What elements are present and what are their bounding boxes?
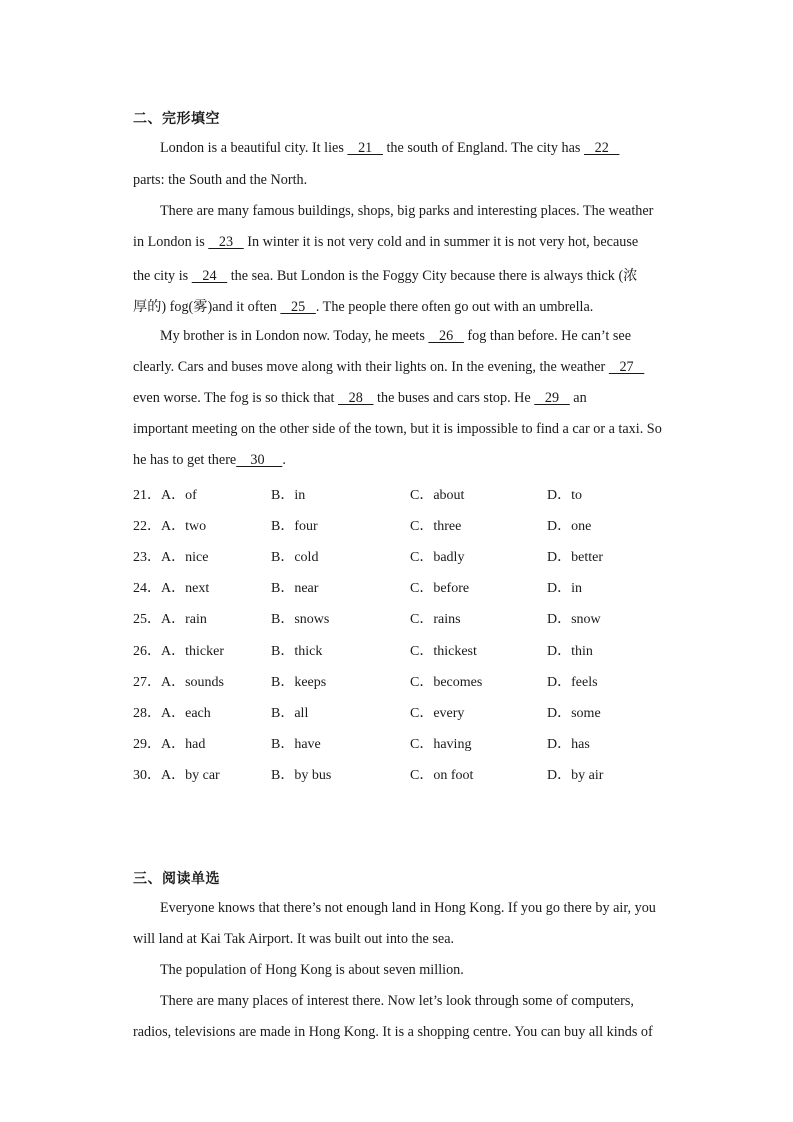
passage-line: will land at Kai Tak Airport. It was built out into the sea.	[133, 931, 455, 947]
option-a: A．rain	[161, 612, 207, 627]
blank-22: 22	[583, 140, 620, 156]
text: he has to get there	[133, 452, 237, 468]
passage-line: The population of Hong Kong is about seven million.	[160, 962, 464, 978]
question-number: 27．	[133, 675, 161, 690]
text: London is a beautiful city. It lies	[160, 140, 348, 156]
text: the buses and cars stop. He	[373, 390, 535, 406]
blank-23: 23	[208, 234, 244, 250]
option-b: B．four	[271, 519, 318, 534]
passage-line	[133, 390, 661, 407]
passage-line	[160, 203, 660, 220]
option-b: B．keeps	[271, 675, 327, 690]
question-number: 22．	[133, 519, 161, 534]
text: . The people there often go out with an umbrella.	[315, 299, 594, 315]
option-a: A．of	[161, 488, 197, 503]
option-c: C．before	[410, 581, 470, 596]
option-a: A．nice	[161, 550, 209, 565]
option-a: A．thicker	[161, 644, 224, 659]
option-d: D．to	[547, 488, 582, 503]
text: In winter it is not very cold and in summer it is not very hot, because	[243, 234, 639, 250]
question-row	[133, 484, 673, 504]
question-row	[133, 764, 673, 784]
option-c: C．three	[410, 519, 462, 534]
question-row	[133, 702, 673, 722]
question-row	[133, 608, 673, 628]
blank-24: 24	[191, 268, 228, 284]
text: the city is	[133, 268, 192, 284]
option-c: C．having	[410, 737, 472, 752]
passage-line	[133, 359, 661, 376]
passage-line	[160, 328, 660, 345]
option-b: B．thick	[271, 644, 323, 659]
option-a: A．sounds	[161, 675, 225, 690]
option-b: B．have	[271, 737, 321, 752]
section-title-reading: 三、阅读单选	[133, 871, 220, 887]
text: the sea. But London is the Foggy City because there is always thick (浓	[227, 268, 638, 284]
option-c: C．every	[410, 706, 465, 721]
question-row	[133, 733, 673, 753]
passage-line	[160, 140, 660, 157]
text: fog than before. He can’t see	[463, 328, 632, 344]
question-number: 21．	[133, 488, 161, 503]
text: 厚的) fog(雾)and it often	[133, 299, 281, 315]
option-c: C．on foot	[410, 768, 474, 783]
question-row	[133, 671, 673, 691]
option-d: D．thin	[547, 644, 593, 659]
question-row	[133, 640, 673, 660]
text: in London is	[133, 234, 209, 250]
option-b: B．cold	[271, 550, 319, 565]
option-c: C．thickest	[410, 644, 477, 659]
question-number: 28．	[133, 706, 161, 721]
option-d: D．some	[547, 706, 601, 721]
question-number: 23．	[133, 550, 161, 565]
option-a: A．had	[161, 737, 206, 752]
question-number: 24．	[133, 581, 161, 596]
passage-line	[133, 265, 661, 285]
passage-line: radios, televisions are made in Hong Kong. It is a shopping centre. You can buy all kinds of	[133, 1024, 653, 1040]
question-row	[133, 515, 673, 535]
text: There are many famous buildings, shops, big parks and interesting places. The weather	[160, 203, 654, 219]
text: My brother is in London now. Today, he meets	[160, 328, 429, 344]
option-a: A．next	[161, 581, 210, 596]
blank-30: 30	[236, 452, 283, 468]
question-row	[133, 546, 673, 566]
option-b: B．all	[271, 706, 309, 721]
option-d: D．better	[547, 550, 603, 565]
blank-28: 28	[338, 390, 374, 406]
question-number: 25．	[133, 612, 161, 627]
option-d: D．feels	[547, 675, 598, 690]
text: even worse. The fog is so thick that	[133, 390, 339, 406]
option-b: B．by bus	[271, 768, 332, 783]
option-d: D．has	[547, 737, 590, 752]
passage-line	[133, 172, 661, 189]
question-number: 29．	[133, 737, 161, 752]
question-number: 30．	[133, 768, 161, 783]
question-row	[133, 577, 673, 597]
text: parts: the South and the North.	[133, 172, 308, 188]
passage-line: There are many places of interest there. Now let’s look through some of computers,	[160, 993, 634, 1009]
text: clearly. Cars and buses move along with their lights on. In the evening, the weather	[133, 359, 609, 375]
option-c: C．becomes	[410, 675, 483, 690]
passage-line	[133, 296, 661, 316]
passage-line: Everyone knows that there’s not enough land in Hong Kong. If you go there by air, you	[160, 900, 656, 916]
option-c: C．badly	[410, 550, 465, 565]
option-c: C．rains	[410, 612, 461, 627]
option-d: D．by air	[547, 768, 604, 783]
blank-21: 21	[347, 140, 383, 156]
option-b: B．snows	[271, 612, 330, 627]
option-b: B．near	[271, 581, 319, 596]
option-d: D．snow	[547, 612, 601, 627]
section-title-cloze: 二、完形填空	[133, 111, 220, 127]
option-a: A．each	[161, 706, 211, 721]
text: important meeting on the other side of the town, but it is impossible to find a car or a taxi. So	[133, 421, 662, 437]
option-a: A．by car	[161, 768, 220, 783]
blank-25: 25	[280, 299, 316, 315]
option-c: C．about	[410, 488, 465, 503]
passage-line	[133, 452, 661, 469]
blank-26: 26	[428, 328, 464, 344]
passage-line	[133, 234, 661, 251]
option-a: A．two	[161, 519, 207, 534]
blank-29: 29	[534, 390, 570, 406]
text: the south of England. The city has	[382, 140, 584, 156]
question-number: 26．	[133, 644, 161, 659]
blank-27: 27	[608, 359, 645, 375]
text: an	[569, 390, 587, 406]
option-b: B．in	[271, 488, 306, 503]
option-d: D．in	[547, 581, 582, 596]
text: .	[282, 452, 286, 468]
passage-line	[133, 421, 661, 438]
option-d: D．one	[547, 519, 592, 534]
